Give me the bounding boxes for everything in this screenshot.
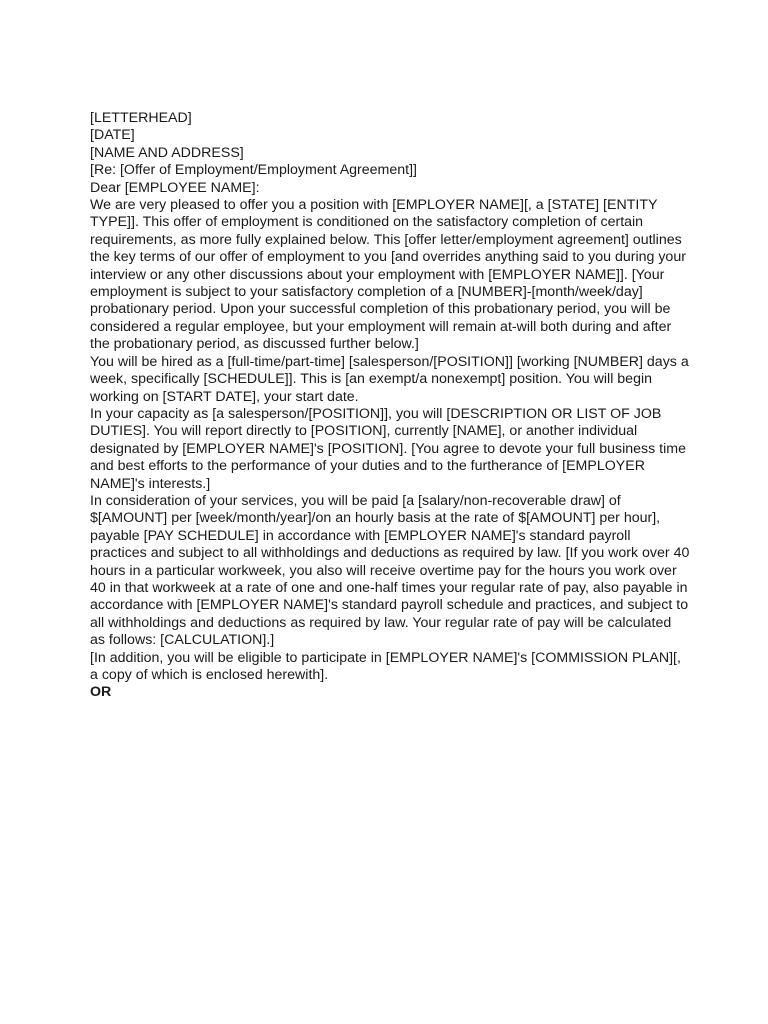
paragraph-offer-intro: We are very pleased to offer you a position with [EMPLOYER NAME][, a [STATE] [ENTITY TYPE]]. This offer of employment is conditioned on the satisfactory completion of certain requirements, as more fully explained below. This [offer letter/employment agreement] outlines the key terms of our offer of employment to you [and overrides anything said to you during your interview or any other discussions about your employment with [EMPLOYER NAME]]. [Your employment is subject to your satisfactory completion of a [NUMBER]-[month/week/day] probationary period. Upon your successful completion of this probationary period, you will be considered a regular employee, but your employment will remain at-will both during and after the probationary period, as discussed further below.] xyxy=(90,197,686,353)
paragraph-commission: [In addition, you will be eligible to participate in [EMPLOYER NAME]'s [COMMISSION PLAN][, a copy of which is enclosed herewith]. xyxy=(90,649,681,683)
paragraph-position: You will be hired as a [full-time/part-time] [salesperson/[POSITION]] [working [NUMBER] days a week, specifically [SCHEDULE]]. This is [an exempt/a nonexempt] position. You will begin working on [START DATE], your start date. xyxy=(90,353,689,405)
or-label: OR xyxy=(90,684,112,701)
salutation: Dear [EMPLOYEE NAME]: xyxy=(90,179,260,196)
re-line: [Re: [Offer of Employment/Employment Agreement]] xyxy=(90,162,417,179)
date-placeholder: [DATE] xyxy=(90,127,135,144)
letterhead-placeholder: [LETTERHEAD] xyxy=(90,110,192,126)
name-and-address-placeholder: [NAME AND ADDRESS] xyxy=(90,144,244,161)
paragraph-duties: In your capacity as [a salesperson/[POSITION]], you will [DESCRIPTION OR LIST OF JOB DUTIES]. You will report directly to [POSITION], currently [NAME], or another individual designated by [EMPLOYER NAME]'s [POSITION]. [You agree to devote your full business time and best efforts to the performance of your duties and to the furtherance of [EMPLOYER NAME]'s interests.] xyxy=(90,405,686,492)
letter-body xyxy=(90,110,690,702)
paragraph-compensation: In consideration of your services, you will be paid [a [salary/non-recoverable draw] of $[AMOUNT] per [week/month/year]/on an hourly basis at the rate of $[AMOUNT] per hour], payable [PAY SCHEDULE] in accordance with [EMPLOYER NAME]'s standard payroll practices and subject to all withholdings and deductions as required by law. [If you work over 40 hours in a particular workweek, you also will receive overtime pay for the hours you work over 40 in that workweek at a rate of one and one-half times your regular rate of pay, also payable in accordance with [EMPLOYER NAME]'s standard payroll schedule and practices, and subject to all withholdings and deductions as required by law. Your regular rate of pay will be calculated as follows: [CALCULATION].] xyxy=(90,492,690,649)
